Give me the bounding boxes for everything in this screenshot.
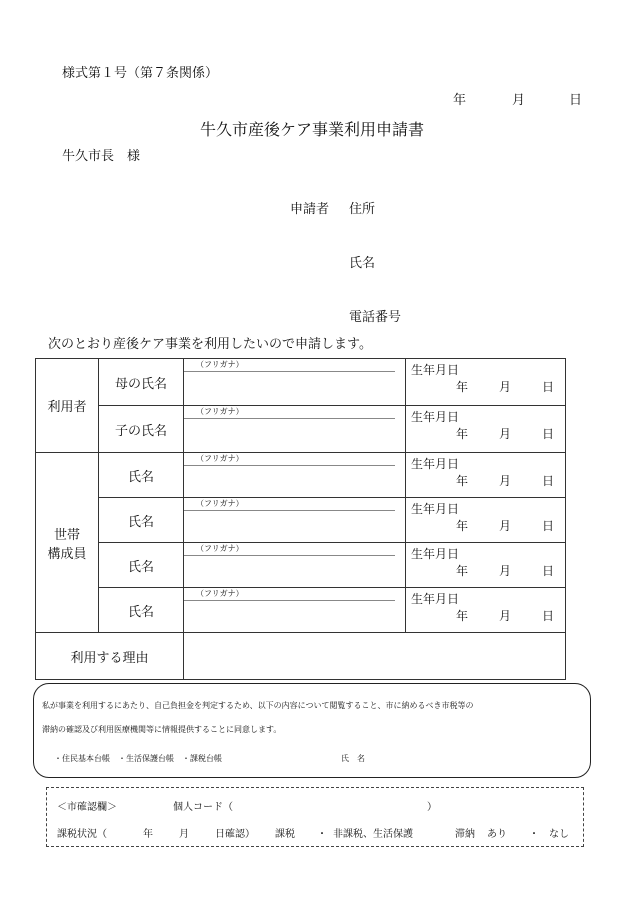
page-title: 牛久市産後ケア事業利用申請書 [200,120,425,139]
member-birth-field[interactable] [406,498,566,543]
table-row [36,543,566,588]
child-name-label-cell [99,406,184,453]
arrears-label: 滞納 [455,829,475,840]
consent-line-2: 滞納の確認及び利用医療機関等に情報提供することに同意します。 [42,725,282,734]
year-label: 年 [456,427,469,441]
member-name-label-cell [99,498,184,543]
member-birth-field[interactable] [406,453,566,498]
table-row [36,359,566,406]
day-label: 日 [542,380,555,394]
table-row [36,498,566,543]
household-cell [36,453,99,633]
day-label: 日 [542,519,555,533]
intro-text: 次のとおり産後ケア事業を利用したいので申請します。 [48,337,372,352]
taxed-option[interactable]: 課税 [275,829,295,840]
day-label: 日 [542,474,555,488]
applicant-label: 申請者 [290,202,330,217]
tax-status-label: 課税状況（ [57,829,107,840]
month-label: 月 [499,609,512,623]
furigana-label: （フリガナ） [184,543,395,556]
consent-name-label: 氏 名 [341,754,365,763]
member-name-label: 氏名 [127,559,154,575]
consent-box [33,683,591,778]
day-label: 日 [542,609,555,623]
separator-dot: ・ [529,829,539,840]
users-label: 利用者 [47,400,87,415]
application-table [35,358,566,680]
applicant-phone-label: 電話番号 [349,310,402,325]
day-label: 日 [542,427,555,441]
child-name-label: 子の氏名 [114,423,167,439]
reason-field[interactable] [184,633,566,680]
member-name-label: 氏名 [127,514,154,530]
birth-label: 生年月日 [411,547,460,561]
tax-year-label: 年 [143,829,153,840]
arrears-yes-option[interactable]: あり [487,829,507,840]
member-name-field[interactable] [184,543,406,588]
day-label: 日 [542,564,555,578]
member-name-label: 氏名 [127,469,154,485]
arrears-no-option[interactable]: なし [549,829,569,840]
table-row [36,588,566,633]
mother-name-label: 母の氏名 [114,376,167,392]
personal-code-label: 個人コード（ [173,802,233,813]
nontaxed-option[interactable]: 非課税、生活保護 [333,829,413,840]
reason-label-cell [36,633,184,680]
reason-label: 利用する理由 [70,650,149,666]
tax-day-confirmed-label: 日確認） [215,829,255,840]
furigana-label: （フリガナ） [184,498,395,511]
mother-birth-field[interactable] [406,359,566,406]
month-label: 月 [499,519,512,533]
child-name-field[interactable] [184,406,406,453]
birth-label: 生年月日 [411,410,460,424]
personal-code-close: ） [427,802,437,813]
member-birth-field[interactable] [406,543,566,588]
date-day-label: 日 [569,93,583,108]
furigana-label: （フリガナ） [184,453,395,466]
birth-label: 生年月日 [411,363,460,377]
confirmation-section-label: ＜市確認欄＞ [57,802,117,813]
year-label: 年 [456,609,469,623]
applicant-name-label: 氏名 [349,256,376,271]
tax-month-label: 月 [179,829,189,840]
household-label-1: 世帯 [53,527,80,543]
household-label-2: 構成員 [47,546,87,562]
member-name-label-cell [99,543,184,588]
table-row [36,633,566,680]
mother-name-label-cell [99,359,184,406]
consent-items: ・住民基本台帳 ・生活保護台帳 ・課税台帳 [54,754,222,763]
child-birth-field[interactable] [406,406,566,453]
birth-label: 生年月日 [411,592,460,606]
addressee: 牛久市長 様 [62,149,141,164]
member-name-field[interactable] [184,453,406,498]
furigana-label: （フリガナ） [184,406,395,419]
month-label: 月 [499,380,512,394]
furigana-label: （フリガナ） [184,588,395,601]
furigana-label: （フリガナ） [184,359,395,372]
member-name-label-cell [99,453,184,498]
year-label: 年 [456,474,469,488]
mother-name-field[interactable] [184,359,406,406]
member-name-label: 氏名 [127,604,154,620]
member-name-field[interactable] [184,498,406,543]
table-row [36,453,566,498]
separator-dot: ・ [317,829,327,840]
form-number: 様式第１号（第７条関係） [62,66,219,81]
member-name-label-cell [99,588,184,633]
date-year-label: 年 [453,93,467,108]
month-label: 月 [499,474,512,488]
year-label: 年 [456,519,469,533]
month-label: 月 [499,564,512,578]
year-label: 年 [456,564,469,578]
date-month-label: 月 [512,93,526,108]
consent-line-1: 私が事業を利用するにあたり、自己負担金を判定するため、以下の内容について閲覧すること、市に納めるべき市税等の [42,701,474,710]
applicant-address-label: 住所 [349,202,376,217]
birth-label: 生年月日 [411,502,460,516]
birth-label: 生年月日 [411,457,460,471]
users-cell [36,359,99,453]
year-label: 年 [456,380,469,394]
member-birth-field[interactable] [406,588,566,633]
member-name-field[interactable] [184,588,406,633]
table-row [36,406,566,453]
month-label: 月 [499,427,512,441]
city-confirmation-box [46,787,584,847]
